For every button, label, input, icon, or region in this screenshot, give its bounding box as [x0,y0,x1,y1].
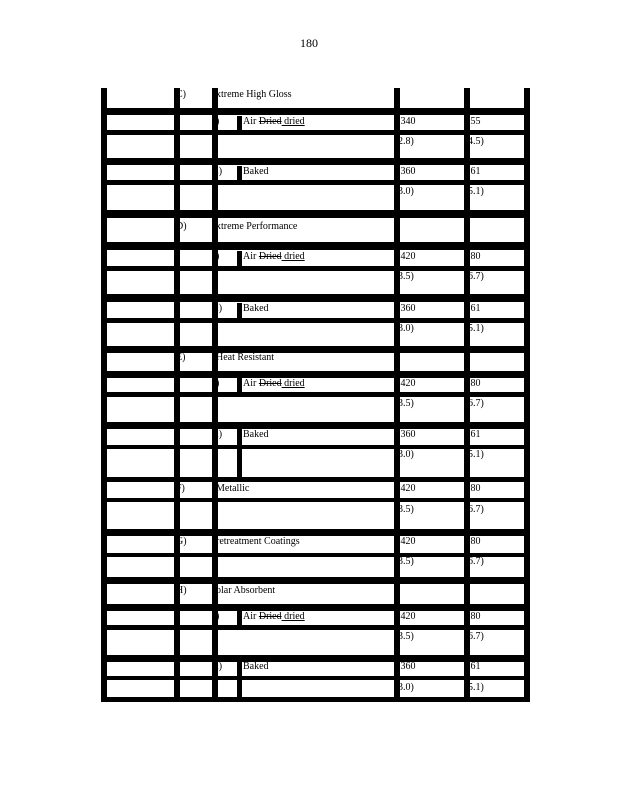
coating-description: i) [216,303,223,314]
table-rule-horizontal [101,294,530,302]
cure-method [243,611,305,623]
limit-value-col3: .420 [398,611,416,622]
table-rule-horizontal [101,158,530,165]
table-rule-horizontal [101,210,530,218]
limit-value-col4: .61 [468,166,481,177]
limit-value-col4: .61 [468,661,481,672]
cure-method [243,166,269,178]
limit-value-col3: 3.5) [398,631,414,642]
limit-value-col4: 5.1) [468,186,484,197]
limit-value-col3: 3.0) [398,186,414,197]
table-rule-vertical [237,378,242,392]
coating-description: retreatment Coatings [216,536,300,547]
limit-value-col4: 6.7) [468,556,484,567]
coating-description: olar Absorbent [216,585,276,596]
cure-method-prefix: Baked [243,166,269,177]
limit-value-col3: .420 [398,251,416,262]
cure-method-under: dried [281,116,305,127]
table-rule-horizontal [101,392,530,397]
limit-value-col4: .80 [468,251,481,262]
cure-method-under: dried [281,251,305,262]
limit-value-col4: 6.7) [468,271,484,282]
table-rule-horizontal [101,242,530,250]
limit-value-col4: .80 [468,536,481,547]
cure-method-strike: Dried [258,116,282,127]
limit-value-col3: .420 [398,483,416,494]
coating-description: ) [216,116,220,127]
limit-value-col3: .360 [398,661,416,672]
coating-description: ) [216,251,220,262]
limit-value-col3: 3.5) [398,556,414,567]
limit-value-col3: .420 [398,536,416,547]
coating-description: Metallic [216,483,250,494]
table-rule-vertical [237,116,242,130]
limit-value-col4: 5.1) [468,682,484,693]
table-rule-horizontal [101,108,530,115]
category-label: H) [176,585,187,596]
cure-method [243,251,305,263]
cure-method-prefix: Baked [243,429,269,440]
limit-value-col4: .80 [468,378,481,389]
category-label: F) [176,483,185,494]
table-rule-horizontal [101,655,530,662]
cure-method-prefix: Air [243,611,259,622]
limit-value-col3: 3.5) [398,398,414,409]
table-rule-vertical [237,611,242,625]
category-label: E) [176,352,186,363]
cure-method-strike: Dried [258,611,282,622]
cure-method-strike: Dried [258,378,282,389]
table-rule-horizontal [101,318,530,323]
cure-method-prefix: Baked [243,661,269,672]
limit-value-col3: .360 [398,303,416,314]
table-rule-vertical [237,429,242,477]
limit-value-col4: .61 [468,303,481,314]
coating-description: i) [216,429,223,440]
cure-method [243,429,269,441]
limit-value-col4: 5.1) [468,449,484,460]
table-rule-horizontal [101,529,530,536]
limit-value-col4: .80 [468,611,481,622]
category-label: C) [176,89,186,100]
table-rule-horizontal [101,477,530,482]
cure-method-prefix: Air [243,251,259,262]
cure-method [243,378,305,390]
table-rule-horizontal [101,130,530,135]
limit-value-col4: .80 [468,483,481,494]
cure-method-prefix: Air [243,116,259,127]
limit-value-col3: 3.5) [398,271,414,282]
table-rule-horizontal [101,266,530,271]
limit-value-col3: .360 [398,429,416,440]
coating-description: xtreme High Gloss [216,89,292,100]
limit-value-col4: 6.7) [468,398,484,409]
table-rule-horizontal [101,625,530,630]
table-rule-horizontal [101,498,530,502]
category-label: D) [176,221,187,232]
table-rule-vertical [237,251,242,266]
cure-method-prefix: Baked [243,303,269,314]
cure-method [243,116,305,128]
table-rule-horizontal [101,676,530,680]
coating-description: Heat Resistant [216,352,275,363]
table-rule-vertical [237,303,242,318]
cure-method [243,303,269,315]
table-rule-horizontal [101,371,530,378]
cure-method-under: dried [281,611,305,622]
limit-value-col4: 5.1) [468,323,484,334]
coating-description: ) [216,611,220,622]
table-rule-horizontal [101,346,530,353]
limit-value-col3: 2.8) [398,136,414,147]
limit-value-col4: .61 [468,429,481,440]
table-rule-horizontal [101,697,530,702]
coating-description: xtreme Performance [216,221,298,232]
limit-value-col3: .340 [398,116,416,127]
limit-value-col4: 4.5) [468,136,484,147]
limit-value-col3: 3.0) [398,682,414,693]
page-number: 180 [300,36,318,50]
limit-value-col3: .420 [398,378,416,389]
limit-value-col4: 6.7) [468,631,484,642]
table-rule-horizontal [101,422,530,429]
limit-value-col3: 3.0) [398,449,414,460]
limit-value-col3: .360 [398,166,416,177]
cure-method-prefix: Air [243,378,259,389]
limit-value-col3: 3.5) [398,504,414,515]
coating-description: i) [216,661,223,672]
cure-method-strike: Dried [258,251,282,262]
coating-description: i) [216,166,223,177]
table-rule-horizontal [101,445,530,449]
table-rule-vertical [237,166,242,180]
limit-value-col3: 3.0) [398,323,414,334]
limit-value-col4: 6.7) [468,504,484,515]
table-rule-horizontal [101,180,530,185]
limit-value-col4: .55 [468,116,481,127]
cure-method-under: dried [281,378,305,389]
table-rule-horizontal [101,577,530,584]
table-rule-horizontal [101,604,530,611]
table-rule-vertical [237,661,242,702]
coating-description: ) [216,378,220,389]
table-rule-horizontal [101,553,530,557]
cure-method [243,661,269,673]
category-label: G) [176,536,187,547]
